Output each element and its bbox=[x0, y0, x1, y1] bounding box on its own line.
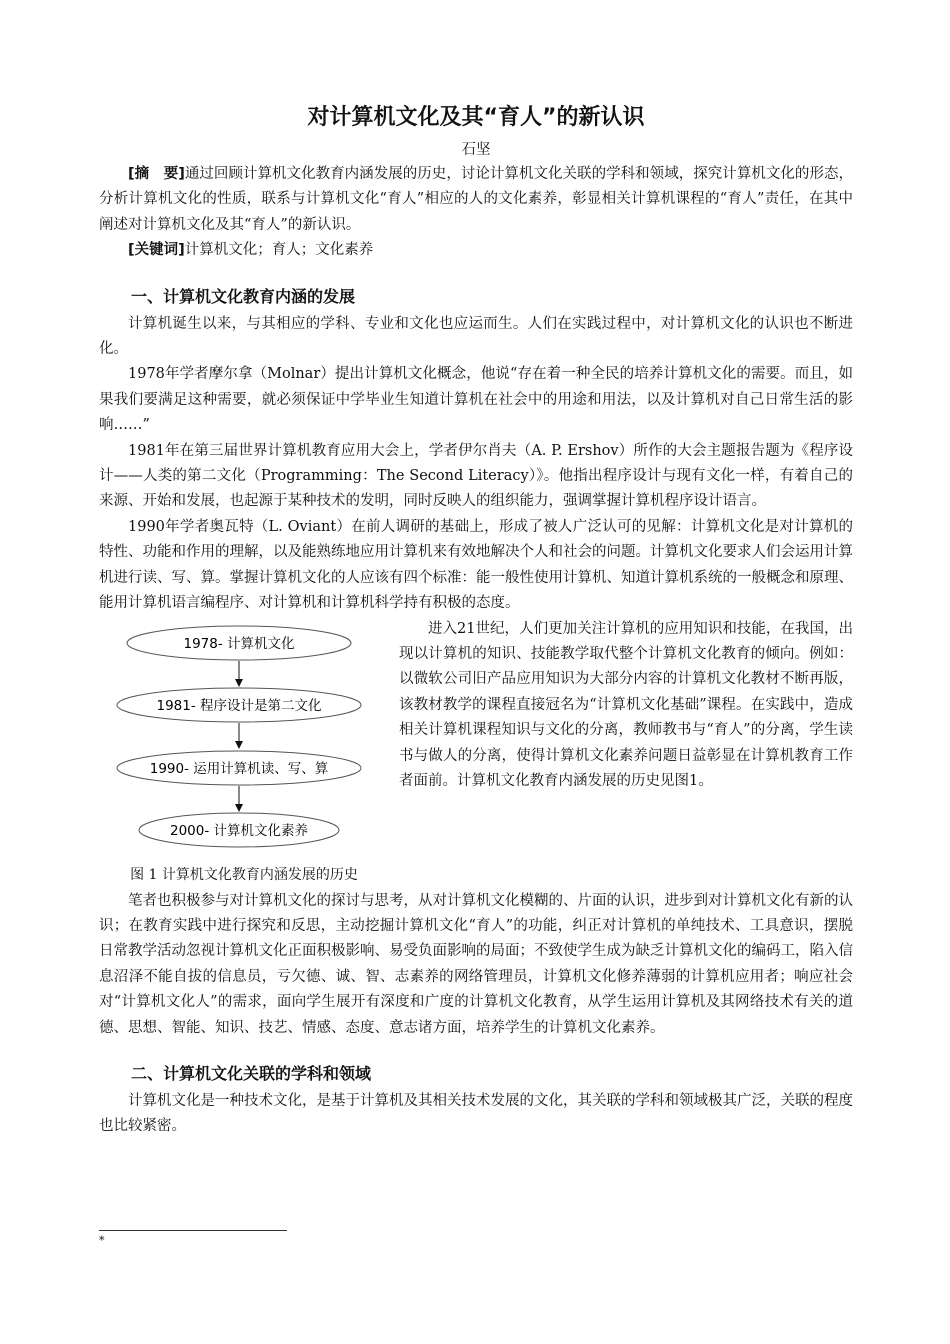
footnote-mark: * bbox=[99, 1234, 105, 1247]
abstract-label: [摘 要] bbox=[128, 166, 185, 182]
footnote-divider bbox=[99, 1230, 287, 1231]
paper-title: 对计算机文化及其“育人”的新认识 bbox=[307, 105, 645, 130]
section1-paragraph: 1981年在第三届世界计算机教育应用大会上，学者伊尔肖夫（A. P. Ershov）所作的大会主题报告题为《程序设计——人类的第二文化（Programming：The Second Literacy）》。他指出程序设计与现有文化一样，有着自己的来源、开始和发展，也起源于某种技术的发明，同时反映人的组织能力，强调掌握计算机程序设计语言。 bbox=[99, 442, 853, 510]
section1-paragraph: 计算机诞生以来，与其相应的学科、专业和文化也应运而生。人们在实践过程中，对计算机文化的认识也不断进化。 bbox=[99, 315, 853, 358]
section1-paragraph bbox=[99, 515, 853, 617]
section1-paragraph: 笔者也积极参与对计算机文化的探讨与思考，从对计算机文化模糊的、片面的认识，进步到对计算机文化有新的认识；在教育实践中进行探究和反思，主动挖掘计算机文化“育人”的功能，纠正对计算机的单纯技术、工具意识，摆脱日常教学活动忽视计算机文化正面积极影响、易受负面影响的局面；不致使学生成为缺乏计算机文化的编码工，陷入信息沼泽不能自拔的信息员，亏欠德、诚、智、志素养的网络管理员，计算机文化修养薄弱的计算机应用者；响应社会对“计算机文化人”的需求，面向学生展开有深度和广度的计算机文化教育，从学生运用计算机及其网络技术有关的道德、思想、智能、知识、技艺、情感、态度、意志诸方面，培养学生的计算机文化素养。 bbox=[99, 892, 853, 1036]
flow-node-label: 1978- 计算机文化 bbox=[183, 635, 295, 652]
author: 石坚 bbox=[461, 142, 491, 158]
figure-caption: 图 1 计算机文化教育内涵发展的历史 bbox=[130, 866, 358, 883]
figure-row bbox=[99, 617, 853, 883]
section1-paragraph: 1978年学者摩尔拿（Molnar）提出计算机文化概念，他说“存在着一种全民的培养计算机文化的需要。而且，如果我们要满足这种需要，就必须保证中学毕业生知道计算机在社会中的用途和用法，以及计算机对自己日常生活的影响……” bbox=[99, 366, 853, 434]
abstract bbox=[99, 162, 853, 238]
section1-paragraph-text: 1990年学者奥瓦特（L. Oviant）在前人调研的基础上，形成了被人广泛认可的见解：计算机文化是对计算机的特性、功能和作用的理解，以及能熟练地应用计算机来有效地解决个人和社会的问题。计算机文化要求人们会运用计算机进行读、写、算。掌握计算机文化的人应该有四个标准：能一般性使用计算机、知道计算机系统的一般概念和原理、能用计算机语言编程序、对计算机和计算机科学持有积极的态度。 bbox=[99, 518, 853, 612]
flow-node-label: 1990- 运用计算机读、写、算 bbox=[149, 760, 329, 777]
section2-heading: 二、计算机文化关联的学科和领域 bbox=[131, 1063, 372, 1083]
section1-paragraph: 进入21世纪，人们更加关注计算机的应用知识和技能，在我国，出现以计算机的知识、技能教学取代整个计算机文化教育的倾向。例如：以微软公司旧产品应用知识为大部分内容的计算机文化教材不断再版，该教材教学的课程直接冠名为“计算机文化基础”课程。在实践中，造成相关计算机课程知识与文化的分离，教师教书与“育人”的分离，学生读书与做人的分离，使得计算机文化素养问题日益彰显在计算机教育工作者面前。计算机文化教育内涵发展的历史见图1。 bbox=[399, 620, 853, 789]
flow-node-label: 1981- 程序设计是第二文化 bbox=[156, 697, 322, 714]
figure-1-flowchart bbox=[99, 621, 389, 887]
document-page bbox=[99, 98, 853, 1140]
keywords-label: [关键词] bbox=[128, 242, 185, 259]
keywords bbox=[99, 238, 853, 263]
keywords-text: 计算机文化；育人；文化素养 bbox=[184, 242, 374, 259]
section1-heading: 一、计算机文化教育内涵的发展 bbox=[131, 286, 356, 306]
flowchart-svg bbox=[99, 621, 389, 861]
abstract-text: 通过回顾计算机文化教育内涵发展的历史，讨论计算机文化关联的学科和领域，探究计算机文化的形态，分析计算机文化的性质，联系与计算机文化“育人”相应的人的文化素养，彰显相关计算机课程的“育人”责任，在其中阐述对计算机文化及其“育人”的新认识。 bbox=[99, 166, 853, 233]
flow-node-label: 2000- 计算机文化素养 bbox=[169, 822, 309, 839]
section2-paragraph: 计算机文化是一种技术文化，是基于计算机及其相关技术发展的文化，其关联的学科和领域极其广泛，关联的程度也比较紧密。 bbox=[99, 1092, 853, 1135]
